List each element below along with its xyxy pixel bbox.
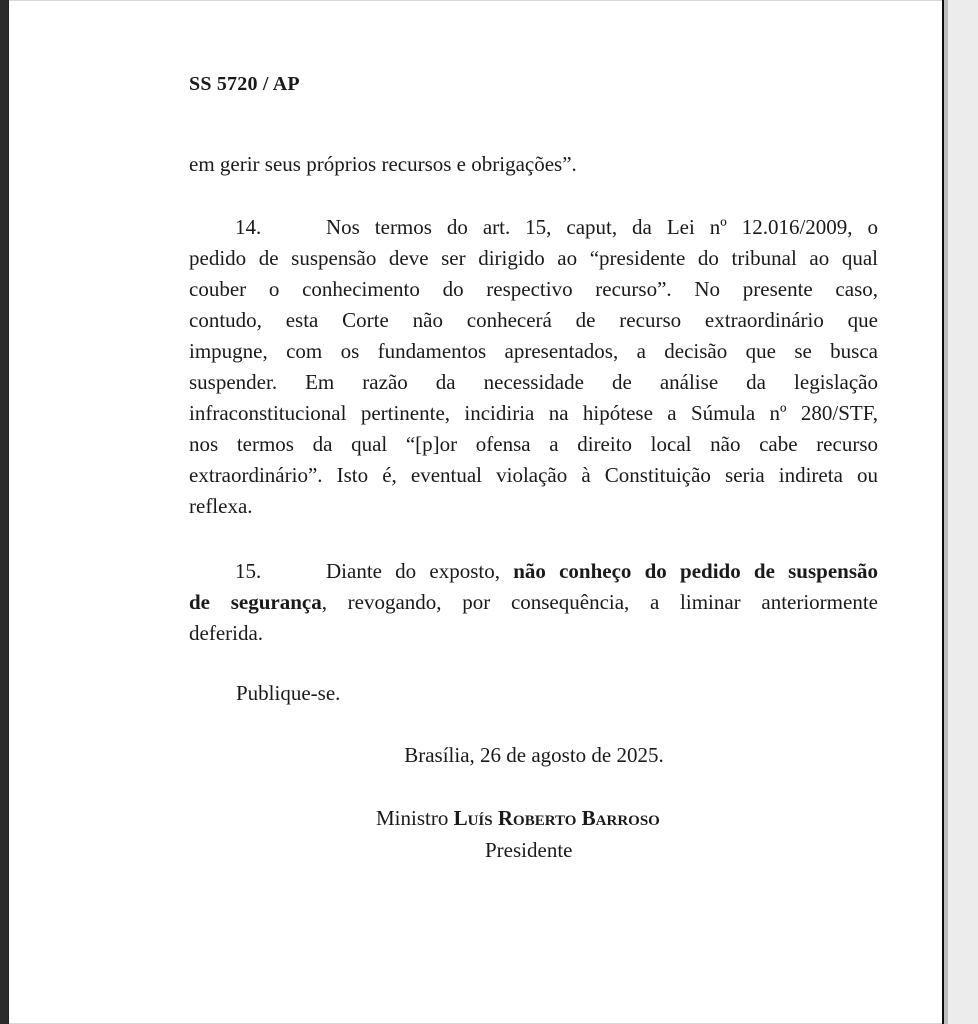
paragraph-14-line-5: impugne, com os fundamentos apresentados, a decisão que se busca bbox=[189, 339, 878, 363]
publique-line: Publique-se. bbox=[236, 681, 341, 705]
right-margin-area bbox=[944, 0, 978, 1024]
paragraph-15 bbox=[189, 556, 878, 649]
signature-name: Luís Roberto Barroso bbox=[453, 806, 660, 830]
paragraph-text: , revogando, por consequência, a liminar anteriormente bbox=[321, 590, 878, 614]
continuation-line: em gerir seus próprios recursos e obrigações”. bbox=[189, 152, 577, 176]
paragraph-14-line-6: suspender. Em razão da necessidade de análise da legislação bbox=[189, 370, 878, 394]
decision-bold-text: não conheço do pedido de suspensão bbox=[513, 559, 879, 583]
paragraph-15-line-3: deferida. bbox=[189, 621, 264, 645]
signature-role: Presidente bbox=[485, 838, 573, 862]
paragraph-15-line-2 bbox=[189, 587, 878, 618]
signature-title: Ministro bbox=[376, 806, 449, 830]
paragraph-number: 15. bbox=[235, 559, 262, 583]
paragraph-14-line-4: contudo, esta Corte não conhecerá de recurso extraordinário que bbox=[189, 308, 878, 332]
paragraph-14-line-3: couber o conhecimento do respectivo recurso”. No presente caso, bbox=[189, 277, 878, 301]
date-text: Brasília, 26 de agosto de 2025. bbox=[404, 743, 664, 767]
case-header: SS 5720 / AP bbox=[189, 73, 300, 95]
signature-line bbox=[376, 806, 660, 831]
paragraph-14-line-1 bbox=[189, 212, 878, 243]
paragraph-14-line-9: extraordinário”. Isto é, eventual violação à Constituição seria indireta ou bbox=[189, 463, 878, 487]
paragraph-14-line-8: nos termos da qual “[p]or ofensa a direito local não cabe recurso bbox=[189, 432, 878, 456]
paragraph-14-line-10: reflexa. bbox=[189, 494, 253, 518]
decision-bold-text-cont: de segurança bbox=[189, 590, 322, 614]
date-line bbox=[0, 743, 868, 768]
paragraph-text: Diante do exposto, bbox=[326, 559, 500, 583]
paragraph-number: 14. bbox=[235, 215, 262, 239]
page-left-border bbox=[8, 0, 9, 1024]
paragraph-15-line-1 bbox=[189, 556, 878, 587]
paragraph-14 bbox=[189, 212, 878, 522]
paragraph-14-line-2: pedido de suspensão deve ser dirigido ao “presidente do tribunal ao qual bbox=[189, 246, 878, 270]
paragraph-text: Nos termos do art. 15, caput, da Lei nº 12.016/2009, o bbox=[326, 215, 878, 239]
paragraph-14-line-7: infraconstitucional pertinente, incidiria na hipótese a Súmula nº 280/STF, bbox=[189, 401, 878, 425]
